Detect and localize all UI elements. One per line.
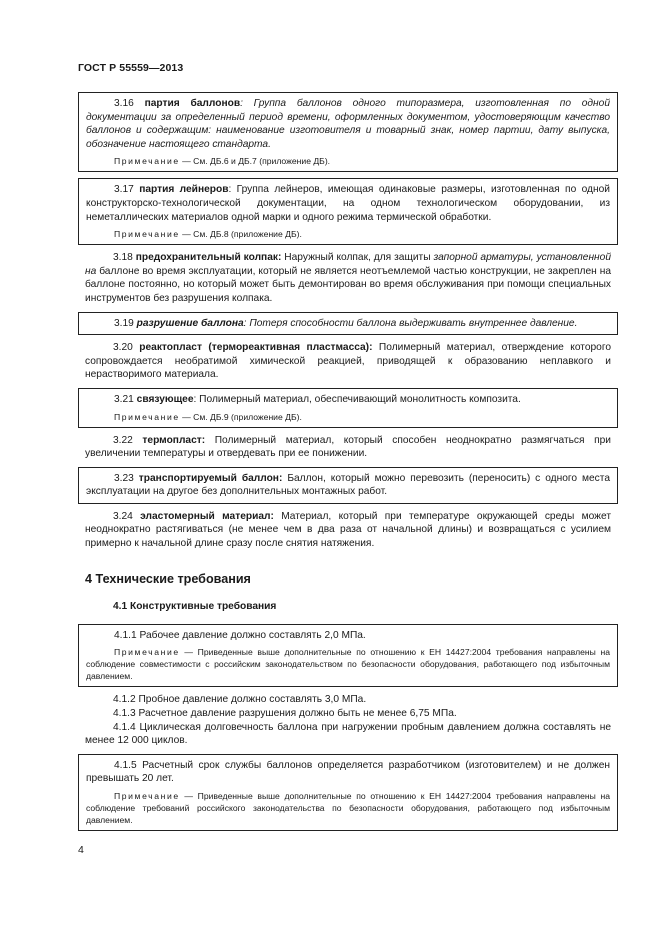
note-3-16 [86,155,610,167]
definition-3-24-text [85,510,611,551]
clause-number: 3.21 [114,393,134,405]
clause-number: 3.17 [114,184,134,196]
clause-number: 3.16 [114,98,134,109]
defined-term: реактопласт (термореактивная пластмасса): [139,342,373,354]
requirement-4-1-5: 4.1.5 Расчетный срок службы баллонов определяется разработчиком (изготовителем) и не должен превышать 20 лет. [86,759,610,785]
note-label: Примечание [114,791,180,801]
definition-box-3-17 [78,178,618,245]
clause-number: 3.19 [114,317,134,329]
page-number: 4 [78,844,84,856]
note-text: — См. ДБ.6 и ДБ.7 (приложение ДБ). [179,156,331,167]
definition-text: : Полимерный материал, обеспечивающий монолитность композита. [193,393,521,405]
definition-box-3-19 [78,312,618,336]
requirement-box-4-1-5 [78,754,618,831]
note-text: — См. ДБ.8 (приложение ДБ). [179,229,302,240]
definition-3-20-text [85,341,611,382]
requirement-4-1-1: 4.1.1 Рабочее давление должно составлять 2,0 МПа. [114,629,366,641]
defined-term: связующее [136,393,194,405]
definition-3-24 [78,510,618,551]
note-text: — Приведенные выше дополнительные по отношению к ЕН 14427:2004 требования направлены на соблюдение совместимости с российским законодательством по безопасности оборудования, работающего под избыточным давлением. [86,647,610,682]
section-4-heading: 4 Технические требования [85,571,251,586]
definition-text: : Потеря способности баллона выдерживать внутреннее давление. [243,317,578,329]
subsection-4-1-heading: 4.1 Конструктивные требования [113,601,277,613]
definition-text: Полимерный материал, который способен неоднократно размягчаться при увеличении температуры и отвердевать при ее понижении. [85,434,611,460]
definition-3-22-text [85,434,611,461]
clause-number: 3.20 [113,342,133,354]
clause-number: 3.22 [113,434,133,446]
definition-3-20 [78,341,618,382]
definition-text: Баллон, который можно перевозить (переносить) с одного места эксплуатации на другое без дополнительных монтажных работ. [86,472,610,498]
definition-3-16 [86,97,610,151]
defined-term: разрушение баллона [136,317,244,329]
definition-text: Наружный колпак, для защиты [281,252,434,264]
definition-3-18 [78,251,618,305]
defined-term: эластомерный материал: [140,510,274,522]
note-label: Примечание [114,156,180,167]
note-3-21 [86,411,610,423]
definition-box-3-23 [78,467,618,504]
page-content [78,92,618,837]
note-label: Примечание [114,647,180,658]
defined-term: термопласт: [142,434,206,446]
clause-number: 3.23 [114,472,134,484]
requirement-4-1-4: 4.1.4 Циклическая долговечность баллона при нагружении пробным давлением должна составлять не менее 12 000 циклов. [85,721,611,747]
definition-3-19 [86,317,610,331]
note-text: — См. ДБ.9 (приложение ДБ). [179,411,302,422]
document-code-header: ГОСТ Р 55559—2013 [78,62,184,74]
clause-number: 3.24 [113,510,133,522]
note-label: Примечание [114,411,180,422]
requirement-4-1-2: 4.1.2 Пробное давление должно составлять 3,0 МПа. [113,694,367,706]
definition-3-17 [86,183,610,224]
definition-3-21 [86,393,610,407]
definition-text: Полимерный материал, отверждение которого сопровождается необратимой химической реакцией, приводящей к образованию неплавкого и нерастворимого материала. [85,342,611,381]
clause-number: 3.18 [113,252,133,264]
requirement-4-1-3: 4.1.3 Расчетное давление разрушения должно быть не менее 6,75 МПа. [113,708,457,720]
definition-box-3-16 [78,92,618,172]
note-text: — Приведенные выше дополнительные по отношению к ЕН 14427:2004 требования направлены на соблюдение требований российского законодательства по безопасности оборудования, работающего под избыточным давлением. [86,791,610,825]
defined-term: партия лейнеров [139,184,229,196]
definition-text: Материал, который при температуре окружающей среды может неоднократно растягиваться (не менее чем в два раза от начальной длины) и возвращаться с усилием примерно к начальной длине сразу после снятия натяжения. [85,510,611,550]
note-4-1-1 [86,646,610,682]
definition-3-18-text [85,251,611,305]
definition-3-23 [86,472,610,499]
note-4-1-5 [86,790,610,826]
defined-term: транспортируемый баллон: [138,472,283,484]
requirement-box-4-1-1 [78,624,618,688]
definition-3-22 [78,434,618,461]
definition-text: : Группа баллонов одного типоразмера, изготовленная по одной документации за определенный период времени, оформленных документом, удостоверяющим качество баллонов и содержащим: наименование изготовителя и товарный знак, номер партии, дату выпуска, обозначение настоящего стандарта. [86,98,610,150]
definition-text: : Группа лейнеров, имеющая одинаковые размеры, изготовленная по одной конструкторско-технологической документации, на одном технологическом оборудовании, из неметаллических материалов одной марки и одного режима термической обработки. [86,184,610,223]
defined-term: предохранительный колпак: [135,252,282,264]
note-3-17 [86,228,610,240]
definition-text-italic: запорной арматуры, установленной на [85,252,611,277]
definition-text: баллоне во время эксплуатации, который не является неотъемлемой частью конструкции, не закреплен на баллоне постоянно, но который может быть демонтирован во время обслуживания при помощи специальных инструментов без разрушения колпака. [85,265,611,304]
definition-box-3-21 [78,388,618,428]
note-label: Примечание [114,229,180,240]
defined-term: партия баллонов [144,98,241,109]
